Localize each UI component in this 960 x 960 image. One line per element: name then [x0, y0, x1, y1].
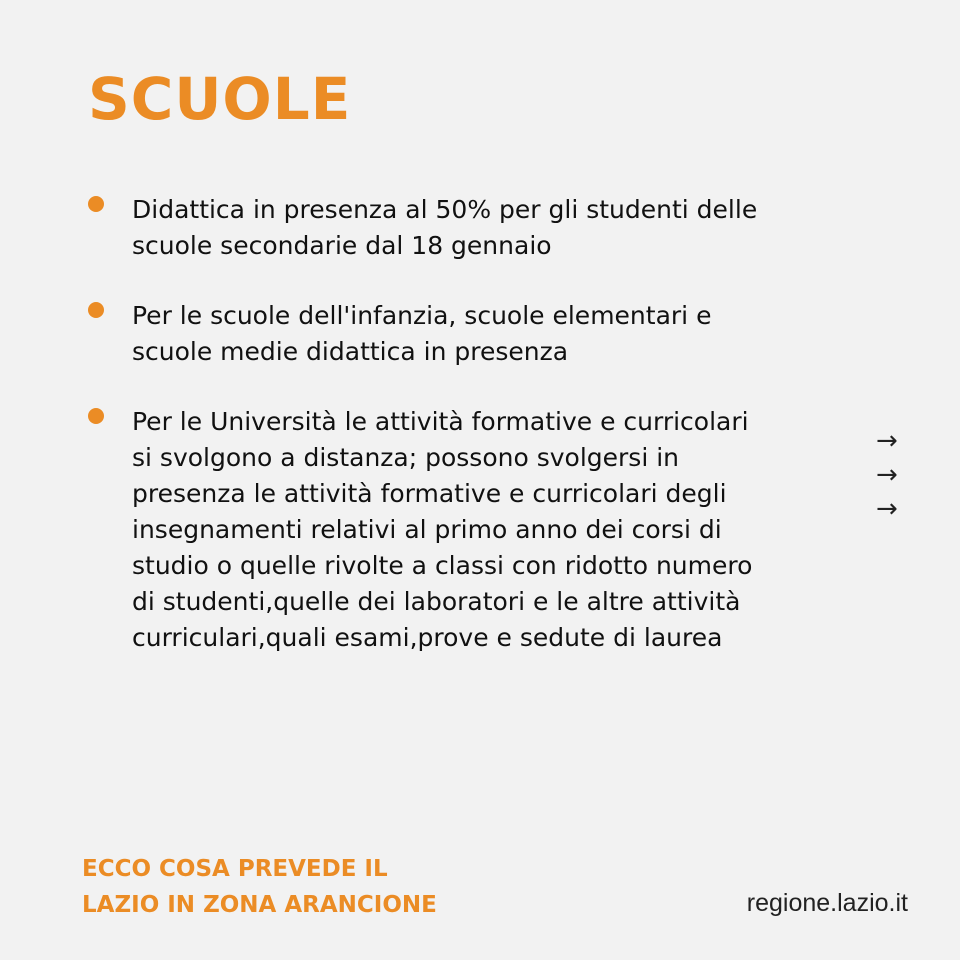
footer-heading-line-1: ECCO COSA PREVEDE IL	[82, 856, 388, 882]
footer-heading-line-2: LAZIO IN ZONA ARANCIONE	[82, 892, 437, 918]
bullet-text: Didattica in presenza al 50% per gli studenti delle scuole secondarie dal 18 gennaio	[132, 195, 758, 260]
bullet-text: Per le scuole dell'infanzia, scuole elementari e scuole medie didattica in presenza	[132, 301, 712, 366]
bullet-dot-icon	[88, 196, 104, 212]
footer-url: regione.lazio.it	[746, 889, 908, 917]
bullet-text: Per le Università le attività formative e curricolari si svolgono a distanza; possono svolgersi in presenza le attività formative e curricolari degli insegnamenti relativi al primo anno dei corsi di studio o quelle rivolte a classi con ridotto numero di studenti,quelle dei laboratori e le altre attività curriculari,quali esami,prove e sedute di laurea	[132, 407, 753, 652]
bullet-dot-icon	[88, 408, 104, 424]
swipe-arrows	[876, 424, 916, 526]
list-item	[88, 192, 868, 264]
arrow-right-icon: →	[876, 494, 898, 524]
footer-heading	[82, 851, 437, 923]
arrow-right-icon: →	[876, 426, 898, 456]
list-item	[88, 298, 868, 370]
list-item	[88, 404, 868, 656]
page-title: SCUOLE	[88, 65, 352, 133]
bullet-dot-icon	[88, 302, 104, 318]
bullet-list	[88, 192, 868, 690]
arrow-right-icon: →	[876, 460, 898, 490]
